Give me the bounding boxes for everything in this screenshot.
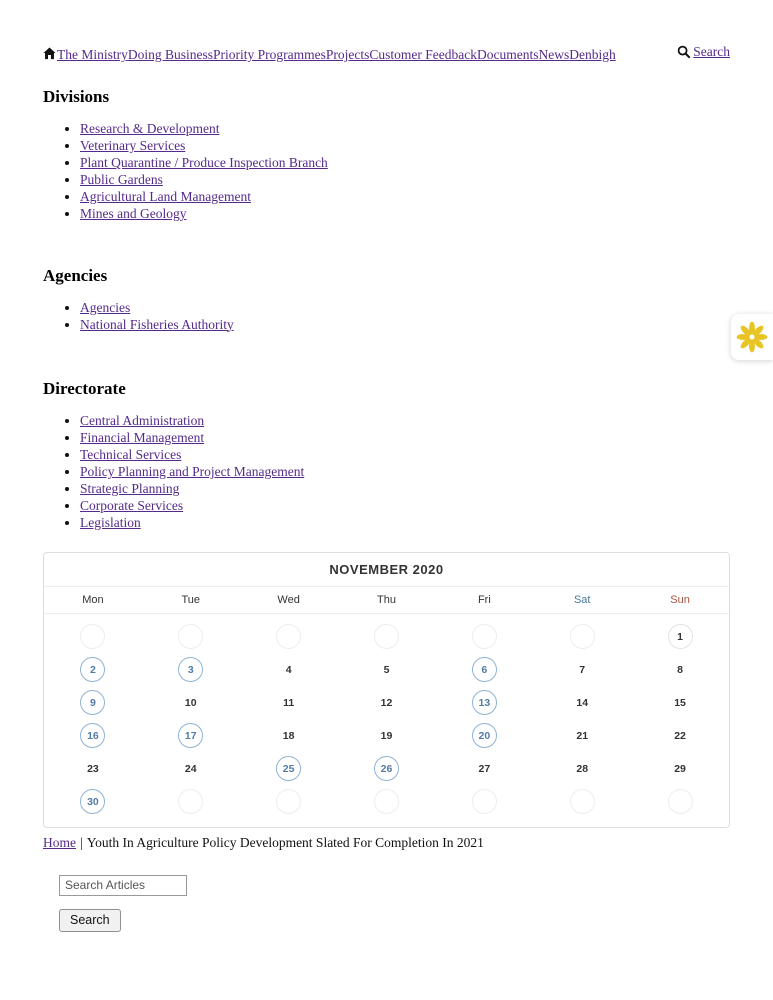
calendar-day-cell [435,624,533,650]
day-header-sat: Sat [573,593,591,606]
calendar-day-cell[interactable] [435,723,533,749]
calendar-empty-day [276,624,301,649]
directorate-link[interactable]: Strategic Planning [80,481,180,496]
list-item [80,448,730,462]
calendar-day-number: 8 [677,663,683,676]
calendar-empty-day [178,789,203,814]
calendar-day-cell[interactable] [44,789,142,815]
calendar-day-cell [142,756,240,782]
calendar-month-title: NOVEMBER 2020 [44,553,729,587]
calendar-day-cell[interactable] [44,657,142,683]
list-item [80,173,730,187]
calendar-day-cell [533,756,631,782]
calendar-day-headers [44,587,729,614]
list-item [80,207,730,221]
calendar-day-cell [44,624,142,650]
calendar-day-cell[interactable] [240,756,338,782]
calendar-day-number: 23 [87,762,99,775]
list-item [80,499,730,513]
calendar-day-cell [240,723,338,749]
article-search [59,875,730,932]
nav-item-customer-feedback[interactable]: Customer Feedback [369,47,477,62]
day-header-tue: Tue [181,593,201,606]
section-link-list [43,414,730,530]
calendar-day-number: 6 [472,657,497,682]
breadcrumb-separator: | [80,834,83,850]
calendar-day-cell[interactable] [435,657,533,683]
calendar-day-cell [338,723,436,749]
asterisk-star-icon [736,321,768,353]
day-header-fri: Fri [477,593,491,606]
list-item [80,465,730,479]
nav-item-priority-programmes[interactable]: Priority Programmes [213,47,326,62]
calendar-day-number: 12 [380,696,393,709]
nav-item-documents[interactable]: Documents [477,47,539,62]
day-header-mon: Mon [82,593,104,606]
calendar-day-cell [631,756,729,782]
calendar-day-cell [435,756,533,782]
calendar-day-number: 4 [285,663,292,676]
calendar-day-number: 28 [576,762,589,775]
nav-item-projects[interactable]: Projects [325,47,370,62]
division-link[interactable]: Public Gardens [80,172,163,187]
calendar-day-cell [533,624,631,650]
calendar-day-number: 20 [472,723,497,748]
list-item [80,482,730,496]
calendar-day-cell [44,756,142,782]
calendar-empty-day [472,789,497,814]
calendar-day-cell [240,657,338,683]
calendar-day-number: 13 [472,690,497,715]
day-header-wed: Wed [277,593,300,606]
calendar-day-number: 9 [80,690,105,715]
section-link-list [43,122,730,221]
calendar-day-number: 17 [178,723,203,748]
calendar-day-cell [533,789,631,815]
calendar-day-number: 24 [184,762,197,775]
calendar-day-number: 7 [579,663,586,676]
section-agencies [43,266,730,332]
agency-link[interactable]: Agencies [80,299,131,315]
calendar-day-number: 25 [276,756,301,781]
directorate-link[interactable]: Central Administration [80,413,205,428]
list-item [80,301,730,315]
calendar-empty-day [374,624,399,649]
section-directorate [43,379,730,530]
breadcrumb-article-title: Youth In Agriculture Policy Development Slated For Completion In 2021 [86,834,484,850]
calendar-empty-day [276,789,301,814]
calendar-day-number: 14 [576,696,589,709]
calendar-day-cell [240,624,338,650]
nav-search-link[interactable] [677,44,730,60]
calendar-day-cell[interactable] [338,756,436,782]
calendar-empty-day [570,789,595,814]
search-input[interactable] [59,875,187,896]
calendar-day-number: 11 [283,696,295,709]
calendar-grid [44,614,729,827]
calendar-day-number: 30 [80,789,105,814]
home-icon[interactable] [43,47,56,60]
calendar-day-number: 10 [184,696,197,709]
calendar-day-number: 22 [674,729,686,742]
division-link[interactable]: Agricultural Land Management [80,189,251,204]
calendar-day-cell [338,624,436,650]
search-icon [677,45,691,59]
search-button[interactable]: Search [59,909,121,932]
calendar-day-cell [240,690,338,716]
directorate-link[interactable]: Financial Management [80,430,205,445]
breadcrumb-home-link[interactable]: Home [43,834,76,850]
accessibility-widget-button[interactable] [731,314,773,360]
events-calendar [43,552,730,828]
calendar-day-number: 19 [380,729,393,742]
day-header-sun: Sun [670,593,690,606]
calendar-day-number: 16 [80,723,105,748]
day-header-thu: Thu [377,593,396,606]
directorate-link[interactable]: Legislation [80,515,141,530]
section-title: Divisions [43,87,110,106]
calendar-day-cell [631,657,729,683]
calendar-day-number: 3 [178,657,203,682]
calendar-day-cell[interactable] [142,723,240,749]
calendar-day-number: 15 [674,696,686,709]
calendar-empty-day [472,624,497,649]
directorate-link[interactable]: Policy Planning and Project Management [80,464,305,479]
calendar-day-cell [533,657,631,683]
calendar-empty-day [178,624,203,649]
division-link[interactable]: Veterinary Services [80,138,186,153]
list-item [80,318,730,332]
calendar-day-cell [631,723,729,749]
calendar-day-number: 29 [674,762,686,775]
calendar-day-cell[interactable] [44,723,142,749]
calendar-empty-day [570,624,595,649]
calendar-empty-day [668,789,693,814]
section-link-list [43,301,730,332]
division-link[interactable]: Plant Quarantine / Produce Inspection Branch [80,155,328,170]
directorate-link[interactable]: Technical Services [80,447,182,462]
calendar-day-cell [631,789,729,815]
calendar-day-cell[interactable] [142,657,240,683]
calendar-day-cell [533,723,631,749]
calendar-day-cell [435,789,533,815]
nav-item-news[interactable]: News [538,47,570,62]
calendar-day-cell [240,789,338,815]
breadcrumb [43,835,730,851]
calendar-day-cell [631,690,729,716]
calendar-day-number: 5 [383,663,390,676]
agency-link[interactable]: National Fisheries Authority [80,316,234,332]
division-link[interactable]: Mines and Geology [80,206,187,221]
calendar-day-cell [142,789,240,815]
calendar-day-number: 21 [576,729,589,742]
calendar-empty-day [80,624,105,649]
list-item [80,516,730,530]
nav-item-doing-business[interactable]: Doing Business [127,47,214,62]
calendar-day-number: 27 [478,762,491,775]
top-nav [43,44,730,63]
calendar-day-number: 1 [668,624,693,649]
calendar-empty-day [374,789,399,814]
calendar-day-cell [338,690,436,716]
calendar-day-cell[interactable] [44,690,142,716]
list-item [80,139,730,153]
nav-item-denbigh[interactable]: Denbigh [569,47,616,62]
section-title: Directorate [43,379,126,398]
calendar-day-number: 2 [80,657,105,682]
section-title: Agencies [43,265,108,285]
division-link[interactable]: Research & Development [80,121,220,136]
calendar-day-cell[interactable] [435,690,533,716]
calendar-day-cell [533,690,631,716]
calendar-day-cell [631,624,729,650]
list-item [80,122,730,136]
nav-item-the-ministry[interactable]: The Ministry [57,47,128,62]
nav-search-label: Search [693,44,730,59]
calendar-day-number: 26 [374,756,399,781]
calendar-day-cell [142,690,240,716]
section-divisions [43,87,730,221]
list-item [80,190,730,204]
calendar-day-cell [142,624,240,650]
list-item [80,414,730,428]
directorate-link[interactable]: Corporate Services [80,498,184,513]
list-item [80,431,730,445]
calendar-day-cell [338,789,436,815]
calendar-day-number: 18 [282,729,295,742]
calendar-day-cell [338,657,436,683]
list-item [80,156,730,170]
